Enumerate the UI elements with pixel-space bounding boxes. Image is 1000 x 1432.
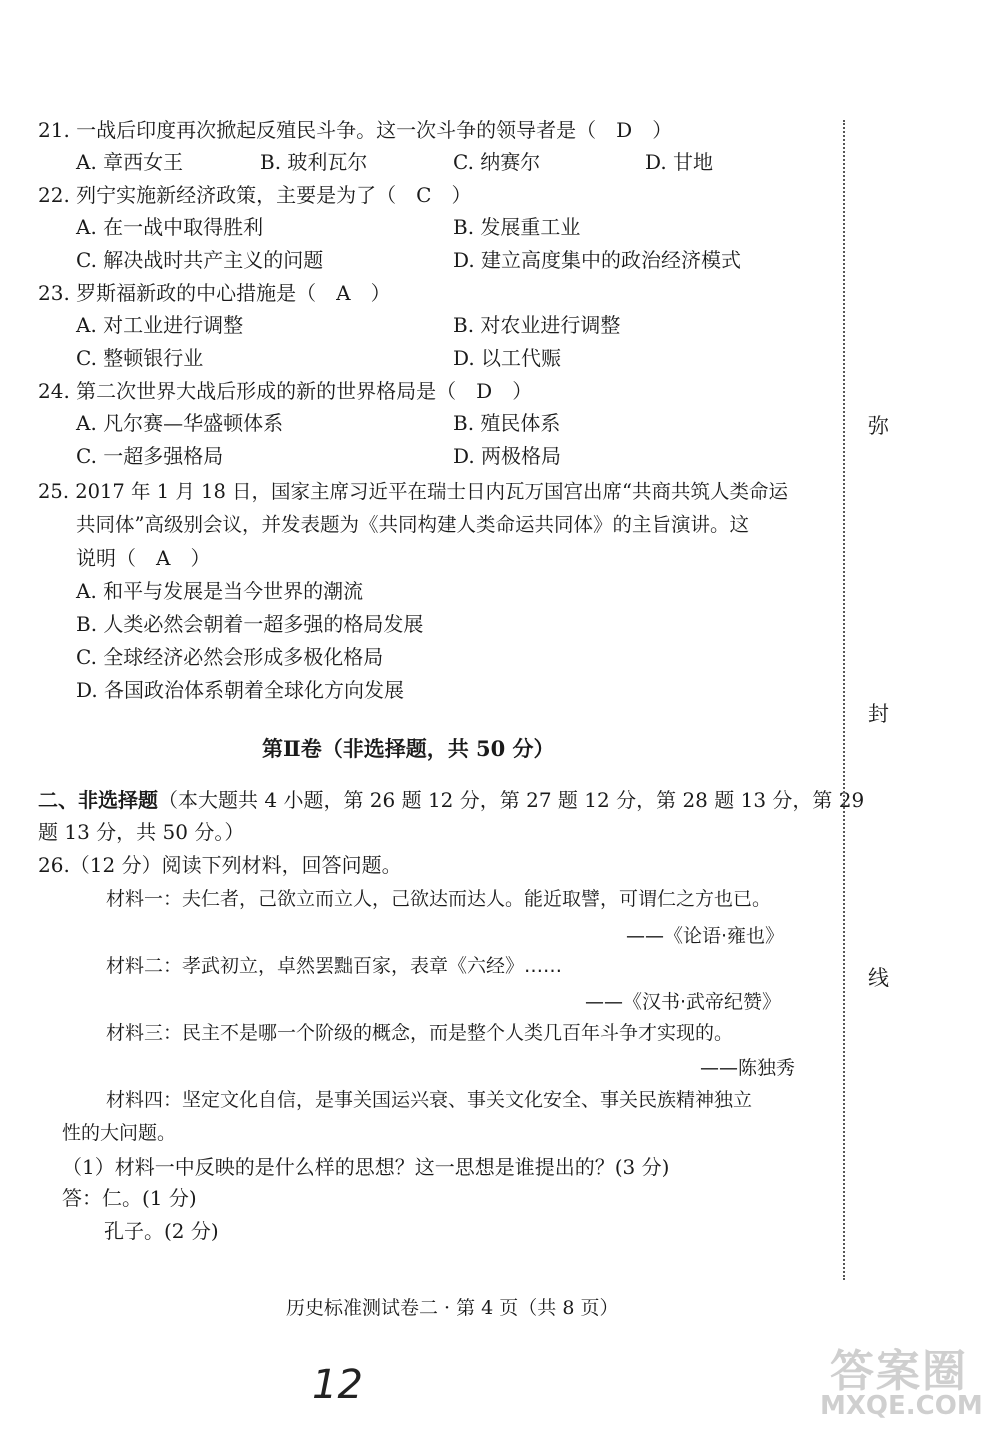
q26-material-4-line1: 材料四：坚定文化自信，是事关国运兴衰、事关文化安全、事关民族精神独立 bbox=[106, 1089, 753, 1111]
q24-stem: 24. 第二次世界大战后形成的新的世界格局是（ D ） bbox=[38, 379, 533, 403]
q25-stem-line2: 共同体”高级别会议，并发表题为《共同构建人类命运共同体》的主旨演讲。这 bbox=[76, 513, 749, 536]
q23-stem: 23. 罗斯福新政的中心措施是（ A ） bbox=[38, 281, 391, 305]
section-2-title: 第Ⅱ卷（非选择题，共 50 分） bbox=[262, 736, 555, 761]
q21-stem: 21. 一战后印度再次掀起反殖民斗争。这一次斗争的领导者是（ D ） bbox=[38, 118, 673, 142]
section-2-heading-line1: （本大题共 4 小题，第 26 题 12 分，第 27 题 12 分，第 28 题 13 分，第 29 bbox=[158, 788, 865, 812]
q25-option-d: D. 各国政治体系朝着全球化方向发展 bbox=[76, 678, 405, 702]
q22-option-b: B. 发展重工业 bbox=[453, 215, 581, 239]
q26-answer-1: 答：仁。(1 分) bbox=[62, 1186, 197, 1210]
page-footer: 历史标准测试卷二 · 第 4 页（共 8 页） bbox=[286, 1297, 619, 1319]
q25-stem-line1: 25. 2017 年 1 月 18 日，国家主席习近平在瑞士日内瓦万国宫出席“共商共筑人类命运 bbox=[38, 480, 789, 503]
q23-option-d: D. 以工代赈 bbox=[453, 346, 562, 370]
q21-option-a: A. 章西女王 bbox=[76, 150, 184, 174]
q22-option-c: C. 解决战时共产主义的问题 bbox=[76, 248, 324, 272]
q26-material-1-source: ——《论语·雍也》 bbox=[626, 925, 785, 947]
q26-material-2: 材料二：孝武初立，卓然罢黜百家，表章《六经》…… bbox=[106, 955, 563, 977]
q24-option-c: C. 一超多强格局 bbox=[76, 444, 224, 468]
q23-option-b: B. 对农业进行调整 bbox=[453, 313, 621, 337]
q21-option-d: D. 甘地 bbox=[645, 150, 714, 174]
q25-option-b: B. 人类必然会朝着一超多强的格局发展 bbox=[76, 612, 424, 636]
handwritten-page-number: 12 bbox=[312, 1362, 363, 1408]
q26-subquestion-1: （1）材料一中反映的是什么样的思想？这一思想是谁提出的？(3 分) bbox=[62, 1155, 670, 1179]
q26-material-3-source: ——陈独秀 bbox=[700, 1057, 796, 1079]
watermark-url: MXQE.COM bbox=[820, 1391, 983, 1421]
q25-option-c: C. 全球经济必然会形成多极化格局 bbox=[76, 645, 384, 669]
q23-option-c: C. 整顿银行业 bbox=[76, 346, 204, 370]
side-mark-xian: 线 bbox=[868, 966, 889, 990]
q26-material-3: 材料三：民主不是哪一个阶级的概念，而是整个人类几百年斗争才实现的。 bbox=[106, 1022, 734, 1044]
q26-material-4-line2: 性的大问题。 bbox=[62, 1122, 177, 1144]
q23-option-a: A. 对工业进行调整 bbox=[76, 313, 244, 337]
q22-option-a: A. 在一战中取得胜利 bbox=[76, 215, 264, 239]
binding-dotted-line bbox=[843, 120, 845, 1280]
q26-material-1: 材料一：夫仁者，己欲立而立人，己欲达而达人。能近取譬，可谓仁之方也已。 bbox=[106, 888, 772, 910]
section-2-heading bbox=[38, 786, 864, 814]
q24-option-d: D. 两极格局 bbox=[453, 444, 562, 468]
q21-option-b: B. 玻利瓦尔 bbox=[260, 150, 368, 174]
q22-option-d: D. 建立高度集中的政治经济模式 bbox=[453, 248, 742, 272]
side-mark-feng: 封 bbox=[868, 702, 889, 726]
section-2-heading-line2: 题 13 分，共 50 分。） bbox=[38, 820, 245, 844]
side-mark-mi: 弥 bbox=[868, 414, 889, 438]
watermark-logo bbox=[820, 1335, 990, 1425]
q22-stem: 22. 列宁实施新经济政策，主要是为了（ C ） bbox=[38, 183, 472, 207]
q26-intro: 26.（12 分）阅读下列材料，回答问题。 bbox=[38, 853, 402, 877]
watermark-text: 答案圈 bbox=[830, 1346, 968, 1397]
section-2-heading-bold: 二、非选择题 bbox=[38, 788, 158, 812]
q21-option-c: C. 纳赛尔 bbox=[453, 150, 541, 174]
q24-option-b: B. 殖民体系 bbox=[453, 411, 561, 435]
q25-option-a: A. 和平与发展是当今世界的潮流 bbox=[76, 579, 364, 603]
q25-stem-line3: 说明（ A ） bbox=[76, 546, 211, 570]
q24-option-a: A. 凡尔赛—华盛顿体系 bbox=[76, 411, 284, 435]
q26-material-2-source: ——《汉书·武帝纪赞》 bbox=[585, 991, 782, 1013]
q26-answer-2: 孔子。(2 分) bbox=[104, 1219, 219, 1243]
